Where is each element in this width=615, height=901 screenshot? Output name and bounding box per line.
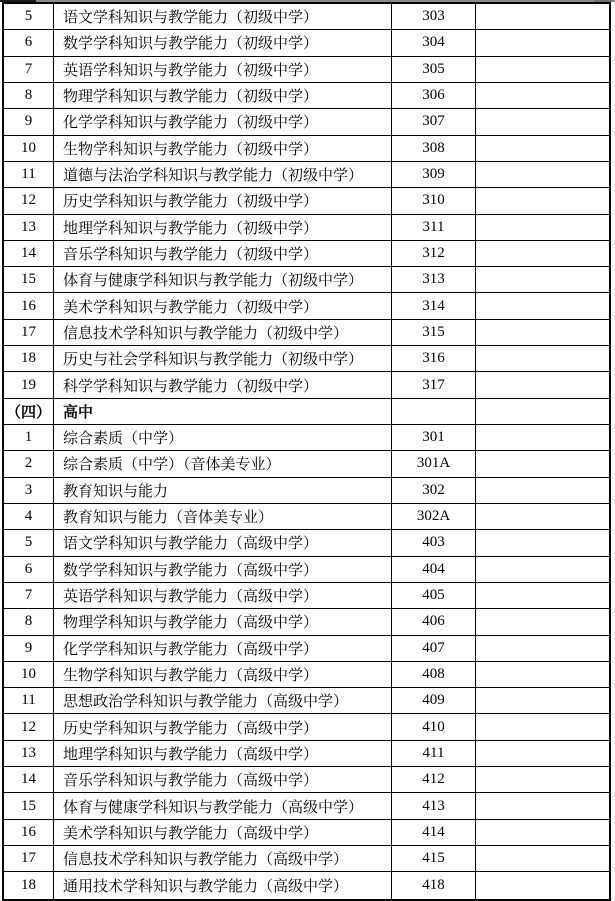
remark-cell xyxy=(476,57,609,82)
subject-name-cell: 历史学科知识与教学能力（高级中学） xyxy=(54,714,392,739)
table-row xyxy=(4,425,609,451)
remark-cell xyxy=(476,872,609,898)
subject-code-cell: 415 xyxy=(392,846,476,871)
remark-cell xyxy=(476,504,609,529)
subject-name-cell: 通用技术学科知识与教学能力（高级中学） xyxy=(54,872,392,898)
subject-code-cell: 308 xyxy=(392,136,476,161)
row-number-cell: 15 xyxy=(4,793,54,818)
subject-name-cell: 语文学科知识与教学能力（高级中学） xyxy=(54,530,392,555)
row-number-cell: 8 xyxy=(4,83,54,108)
row-number-cell: 16 xyxy=(4,293,54,318)
subject-code-cell: 304 xyxy=(392,30,476,55)
subject-name-cell: 音乐学科知识与教学能力（初级中学） xyxy=(54,241,392,266)
subject-name-cell: 音乐学科知识与教学能力（高级中学） xyxy=(54,767,392,792)
subject-name-cell: 道德与法治学科知识与教学能力（初级中学） xyxy=(54,162,392,187)
remark-cell xyxy=(476,741,609,766)
row-number-cell: 2 xyxy=(4,451,54,476)
subject-name-cell: 教育知识与能力 xyxy=(54,478,392,503)
subject-name-cell: 化学学科知识与教学能力（高级中学） xyxy=(54,636,392,661)
remark-cell xyxy=(476,583,609,608)
subject-name-cell: 综合素质（中学）（音体美专业） xyxy=(54,451,392,476)
subject-code-cell: 412 xyxy=(392,767,476,792)
row-number-cell: 3 xyxy=(4,478,54,503)
row-number-cell: 10 xyxy=(4,662,54,687)
subject-name-cell: 信息技术学科知识与教学能力（高级中学） xyxy=(54,846,392,871)
row-number-cell: 12 xyxy=(4,188,54,213)
row-number-cell: 15 xyxy=(4,267,54,292)
remark-cell xyxy=(476,767,609,792)
remark-cell xyxy=(476,320,609,345)
remark-cell xyxy=(476,846,609,871)
table-row xyxy=(4,504,609,530)
subject-code-cell: 310 xyxy=(392,188,476,213)
row-number-cell: 9 xyxy=(4,636,54,661)
remark-cell xyxy=(476,30,609,55)
remark-cell xyxy=(476,714,609,739)
subject-code-cell: 305 xyxy=(392,57,476,82)
table-row xyxy=(4,557,609,583)
table-row xyxy=(4,451,609,477)
subject-name-cell: 化学学科知识与教学能力（初级中学） xyxy=(54,109,392,134)
subject-name-cell: 地理学科知识与教学能力（高级中学） xyxy=(54,741,392,766)
subject-name-cell: 物理学科知识与教学能力（初级中学） xyxy=(54,83,392,108)
subject-code-table xyxy=(2,2,611,901)
table-row xyxy=(4,372,609,398)
subject-name-cell: 数学学科知识与教学能力（初级中学） xyxy=(54,30,392,55)
subject-code-cell: 418 xyxy=(392,872,476,898)
row-number-cell: 9 xyxy=(4,109,54,134)
table-row xyxy=(4,714,609,740)
row-number-cell: 11 xyxy=(4,162,54,187)
table-row xyxy=(4,188,609,214)
subject-name-cell: 高中 xyxy=(54,399,392,424)
table-row xyxy=(4,4,609,30)
subject-code-cell: 314 xyxy=(392,293,476,318)
row-number-cell: 1 xyxy=(4,425,54,450)
row-number-cell: 16 xyxy=(4,820,54,845)
subject-code-cell: 309 xyxy=(392,162,476,187)
remark-cell xyxy=(476,4,609,29)
row-number-cell: 17 xyxy=(4,846,54,871)
table-row xyxy=(4,872,609,898)
subject-code-cell: 409 xyxy=(392,688,476,713)
table-row xyxy=(4,609,609,635)
subject-code-cell: 301A xyxy=(392,451,476,476)
subject-code-cell: 406 xyxy=(392,609,476,634)
remark-cell xyxy=(476,662,609,687)
row-number-cell: 19 xyxy=(4,372,54,397)
subject-code-cell: 315 xyxy=(392,320,476,345)
subject-code-cell: 302A xyxy=(392,504,476,529)
subject-name-cell: 综合素质（中学） xyxy=(54,425,392,450)
subject-name-cell: 地理学科知识与教学能力（初级中学） xyxy=(54,215,392,240)
row-number-cell: 5 xyxy=(4,530,54,555)
subject-name-cell: 教育知识与能力（音体美专业） xyxy=(54,504,392,529)
subject-code-cell: 405 xyxy=(392,583,476,608)
subject-name-cell: 数学学科知识与教学能力（高级中学） xyxy=(54,557,392,582)
row-number-cell: 10 xyxy=(4,136,54,161)
remark-cell xyxy=(476,820,609,845)
subject-name-cell: 思想政治学科知识与教学能力（高级中学） xyxy=(54,688,392,713)
remark-cell xyxy=(476,451,609,476)
row-number-cell: 18 xyxy=(4,872,54,898)
remark-cell xyxy=(476,162,609,187)
subject-code-cell: 403 xyxy=(392,530,476,555)
remark-cell xyxy=(476,636,609,661)
row-number-cell: （四） xyxy=(4,399,54,424)
subject-code-cell: 407 xyxy=(392,636,476,661)
row-number-cell: 17 xyxy=(4,320,54,345)
row-number-cell: 5 xyxy=(4,4,54,29)
subject-name-cell: 美术学科知识与教学能力（高级中学） xyxy=(54,820,392,845)
table-row xyxy=(4,688,609,714)
subject-code-cell: 414 xyxy=(392,820,476,845)
table-row xyxy=(4,399,609,425)
remark-cell xyxy=(476,215,609,240)
table-row xyxy=(4,83,609,109)
row-number-cell: 7 xyxy=(4,57,54,82)
subject-name-cell: 美术学科知识与教学能力（初级中学） xyxy=(54,293,392,318)
subject-name-cell: 信息技术学科知识与教学能力（初级中学） xyxy=(54,320,392,345)
subject-code-cell: 317 xyxy=(392,372,476,397)
remark-cell xyxy=(476,136,609,161)
subject-name-cell: 英语学科知识与教学能力（高级中学） xyxy=(54,583,392,608)
subject-code-cell: 301 xyxy=(392,425,476,450)
table-row xyxy=(4,241,609,267)
table-row xyxy=(4,636,609,662)
remark-cell xyxy=(476,109,609,134)
subject-name-cell: 历史学科知识与教学能力（初级中学） xyxy=(54,188,392,213)
table-row xyxy=(4,267,609,293)
subject-name-cell: 体育与健康学科知识与教学能力（高级中学） xyxy=(54,793,392,818)
row-number-cell: 12 xyxy=(4,714,54,739)
remark-cell xyxy=(476,557,609,582)
row-number-cell: 6 xyxy=(4,557,54,582)
row-number-cell: 4 xyxy=(4,504,54,529)
subject-code-cell: 303 xyxy=(392,4,476,29)
subject-code-cell: 316 xyxy=(392,346,476,371)
remark-cell xyxy=(476,399,609,424)
subject-code-cell: 306 xyxy=(392,83,476,108)
subject-name-cell: 历史与社会学科知识与教学能力（初级中学） xyxy=(54,346,392,371)
subject-code-cell: 408 xyxy=(392,662,476,687)
table-row xyxy=(4,820,609,846)
row-number-cell: 13 xyxy=(4,215,54,240)
subject-code-cell: 307 xyxy=(392,109,476,134)
row-number-cell: 6 xyxy=(4,30,54,55)
table-row xyxy=(4,293,609,319)
table-row xyxy=(4,30,609,56)
subject-code-cell: 410 xyxy=(392,714,476,739)
table-row xyxy=(4,767,609,793)
table-row xyxy=(4,662,609,688)
row-number-cell: 11 xyxy=(4,688,54,713)
subject-name-cell: 英语学科知识与教学能力（初级中学） xyxy=(54,57,392,82)
table-row xyxy=(4,793,609,819)
subject-code-cell: 404 xyxy=(392,557,476,582)
table-row xyxy=(4,57,609,83)
subject-code-cell xyxy=(392,399,476,424)
subject-name-cell: 语文学科知识与教学能力（初级中学） xyxy=(54,4,392,29)
subject-name-cell: 生物学科知识与教学能力（初级中学） xyxy=(54,136,392,161)
table-row xyxy=(4,320,609,346)
remark-cell xyxy=(476,293,609,318)
remark-cell xyxy=(476,267,609,292)
row-number-cell: 14 xyxy=(4,241,54,266)
remark-cell xyxy=(476,188,609,213)
subject-name-cell: 生物学科知识与教学能力（高级中学） xyxy=(54,662,392,687)
remark-cell xyxy=(476,530,609,555)
remark-cell xyxy=(476,478,609,503)
subject-code-cell: 411 xyxy=(392,741,476,766)
table-row xyxy=(4,215,609,241)
row-number-cell: 8 xyxy=(4,609,54,634)
table-row xyxy=(4,136,609,162)
row-number-cell: 14 xyxy=(4,767,54,792)
subject-code-cell: 313 xyxy=(392,267,476,292)
row-number-cell: 7 xyxy=(4,583,54,608)
table-row xyxy=(4,583,609,609)
table-row xyxy=(4,109,609,135)
subject-name-cell: 体育与健康学科知识与教学能力（初级中学） xyxy=(54,267,392,292)
row-number-cell: 13 xyxy=(4,741,54,766)
remark-cell xyxy=(476,793,609,818)
subject-code-cell: 302 xyxy=(392,478,476,503)
row-number-cell: 18 xyxy=(4,346,54,371)
subject-name-cell: 科学学科知识与教学能力（初级中学） xyxy=(54,372,392,397)
subject-code-cell: 312 xyxy=(392,241,476,266)
subject-code-cell: 413 xyxy=(392,793,476,818)
subject-code-cell: 311 xyxy=(392,215,476,240)
table-row xyxy=(4,741,609,767)
table-row xyxy=(4,846,609,872)
table-row xyxy=(4,530,609,556)
remark-cell xyxy=(476,609,609,634)
subject-name-cell: 物理学科知识与教学能力（高级中学） xyxy=(54,609,392,634)
remark-cell xyxy=(476,688,609,713)
remark-cell xyxy=(476,346,609,371)
remark-cell xyxy=(476,372,609,397)
table-row xyxy=(4,346,609,372)
remark-cell xyxy=(476,83,609,108)
remark-cell xyxy=(476,425,609,450)
table-row xyxy=(4,162,609,188)
remark-cell xyxy=(476,241,609,266)
table-row xyxy=(4,478,609,504)
